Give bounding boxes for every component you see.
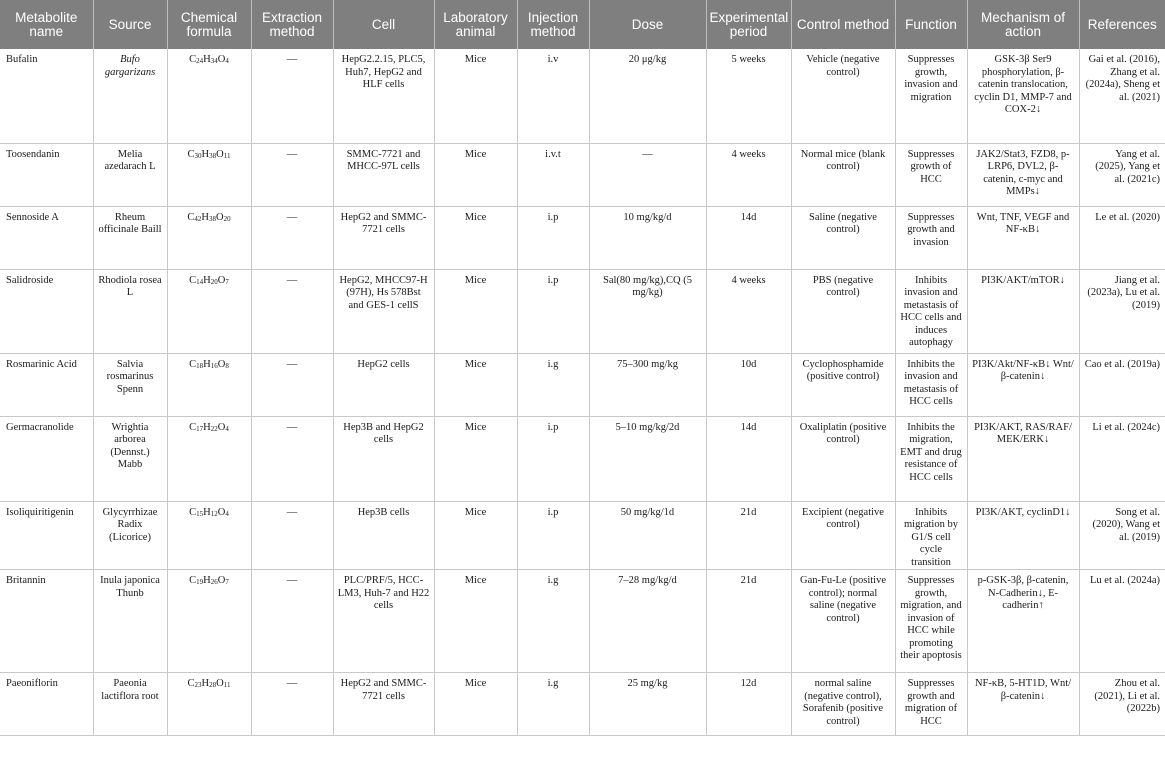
table-cell-cell: HepG2 and SMMC-7721 cells	[333, 673, 434, 736]
table-cell-mechanism: PI3K/AKT, RAS/RAF/ MEK/ERK↓	[967, 416, 1079, 501]
table-cell-cell: HepG2 cells	[333, 353, 434, 416]
table-cell-formula: $C_{18}H_{16}O_8$	[167, 353, 251, 416]
table-cell-extraction: —	[251, 570, 333, 673]
table-cell-formula: $C_{42}H_{38}O_{20}$	[167, 206, 251, 269]
column-header: Control method	[791, 0, 895, 49]
table-cell-period: 5 weeks	[706, 49, 791, 143]
table-header	[0, 0, 1165, 49]
table-cell-source: Glycyrrhizae Radix (Licorice)	[93, 501, 167, 570]
table-cell-name: Isoliquiritigenin	[0, 501, 93, 570]
table-cell-injection: i.p	[517, 206, 589, 269]
table-cell-injection: i.g	[517, 673, 589, 736]
table-cell-cell: HepG2 and SMMC-7721 cells	[333, 206, 434, 269]
table-cell-period: 21d	[706, 501, 791, 570]
table-cell-mechanism: PI3K/AKT, cyclinD1↓	[967, 501, 1079, 570]
table-cell-extraction: —	[251, 416, 333, 501]
table-cell-animal: Mice	[434, 49, 517, 143]
table-cell-source: Inula japonica Thunb	[93, 570, 167, 673]
table-row	[0, 206, 1165, 269]
table-row	[0, 353, 1165, 416]
table-cell-extraction: —	[251, 673, 333, 736]
table-cell-mechanism: PI3K/AKT/mTOR↓	[967, 269, 1079, 353]
table-cell-extraction: —	[251, 353, 333, 416]
table-cell-name: Paeoniflorin	[0, 673, 93, 736]
column-header: Dose	[589, 0, 706, 49]
table-cell-injection: i.p	[517, 416, 589, 501]
table-row	[0, 570, 1165, 673]
table-cell-function: Inhibits the migration, EMT and drug resistance of HCC cells	[895, 416, 967, 501]
table-cell-period: 10d	[706, 353, 791, 416]
table-cell-dose: 10 mg/kg/d	[589, 206, 706, 269]
table-cell-animal: Mice	[434, 673, 517, 736]
table-cell-dose: 75–300 mg/kg	[589, 353, 706, 416]
table-cell-formula: $C_{15}H_{12}O_4$	[167, 501, 251, 570]
table-cell-function: Suppresses growth, migration, and invasion of HCC while promoting their apoptosis	[895, 570, 967, 673]
table-cell-control: PBS (negative control)	[791, 269, 895, 353]
table-cell-references: Yang et al. (2025), Yang et al. (2021c)	[1079, 143, 1165, 206]
column-header: Mechanism of action	[967, 0, 1079, 49]
table-cell-function: Inhibits the invasion and metastasis of HCC cells	[895, 353, 967, 416]
table-cell-control: Gan-Fu-Le (positive control); normal saline (negative control)	[791, 570, 895, 673]
table-cell-name: Britannin	[0, 570, 93, 673]
table-cell-control: Saline (negative control)	[791, 206, 895, 269]
column-header: Extraction method	[251, 0, 333, 49]
table-body	[0, 49, 1165, 736]
table-cell-dose: Sal(80 mg/kg),CQ (5 mg/kg)	[589, 269, 706, 353]
table-cell-function: Suppresses growth and migration of HCC	[895, 673, 967, 736]
column-header: Experimental period	[706, 0, 791, 49]
table-cell-period: 14d	[706, 416, 791, 501]
table-cell-source: Melia azedarach L	[93, 143, 167, 206]
table-row	[0, 673, 1165, 736]
table-row	[0, 49, 1165, 143]
table-cell-dose: 20 μg/kg	[589, 49, 706, 143]
table-cell-mechanism: Wnt, TNF, VEGF and NF-κB↓	[967, 206, 1079, 269]
table-cell-mechanism: JAK2/Stat3, FZD8, p-LRP6, DVL2, β-catenin, c-myc and MMPs↓	[967, 143, 1079, 206]
column-header: References	[1079, 0, 1165, 49]
table-cell-function: Suppresses growth of HCC	[895, 143, 967, 206]
column-header: Laboratory animal	[434, 0, 517, 49]
table-cell-animal: Mice	[434, 416, 517, 501]
table-cell-animal: Mice	[434, 353, 517, 416]
table-cell-mechanism: PI3K/Akt/NF-κB↓ Wnt/β-catenin↓	[967, 353, 1079, 416]
table-cell-period: 4 weeks	[706, 143, 791, 206]
column-header: Function	[895, 0, 967, 49]
table-cell-control: Normal mice (blank control)	[791, 143, 895, 206]
table-cell-animal: Mice	[434, 269, 517, 353]
table-cell-cell: PLC/PRF/5, HCC-LM3, Huh-7 and H22 cells	[333, 570, 434, 673]
table-cell-cell: Hep3B cells	[333, 501, 434, 570]
header-row	[0, 0, 1165, 49]
table-cell-source: Paeonia lactiflora root	[93, 673, 167, 736]
table-cell-references: Le et al. (2020)	[1079, 206, 1165, 269]
table-cell-extraction: —	[251, 206, 333, 269]
table-row	[0, 416, 1165, 501]
table-cell-dose: —	[589, 143, 706, 206]
table-cell-period: 21d	[706, 570, 791, 673]
table-cell-name: Germacranolide	[0, 416, 93, 501]
table-cell-control: normal saline (negative control), Sorafenib (positive control)	[791, 673, 895, 736]
table-cell-formula: $C_{24}H_{34}O_4$	[167, 49, 251, 143]
table-cell-formula: $C_{14}H_{20}O_7$	[167, 269, 251, 353]
table-cell-name: Bufalin	[0, 49, 93, 143]
table-cell-formula: $C_{19}H_{26}O_7$	[167, 570, 251, 673]
table-cell-control: Excipient (negative control)	[791, 501, 895, 570]
table-cell-source: Rhodiola rosea L	[93, 269, 167, 353]
table-cell-extraction: —	[251, 501, 333, 570]
table-cell-dose: 5–10 mg/kg/2d	[589, 416, 706, 501]
table-cell-animal: Mice	[434, 501, 517, 570]
table-cell-name: Sennoside A	[0, 206, 93, 269]
column-header: Chemical formula	[167, 0, 251, 49]
table-cell-references: Song et al. (2020), Wang et al. (2019)	[1079, 501, 1165, 570]
table-cell-mechanism: p-GSK-3β, β-catenin, N-Cadherin↓, E-cadherin↑	[967, 570, 1079, 673]
column-header: Source	[93, 0, 167, 49]
table-cell-source: Salvia rosmarinus Spenn	[93, 353, 167, 416]
table-cell-function: Suppresses growth, invasion and migration	[895, 49, 967, 143]
table-cell-source: Bufo gargarizans	[93, 49, 167, 143]
table-cell-injection: i.g	[517, 570, 589, 673]
table-cell-formula: $C_{17}H_{22}O_4$	[167, 416, 251, 501]
table-cell-dose: 7–28 mg/kg/d	[589, 570, 706, 673]
table-cell-source: Wrightia arborea (Dennst.) Mabb	[93, 416, 167, 501]
table-cell-cell: Hep3B and HepG2 cells	[333, 416, 434, 501]
table-cell-extraction: —	[251, 49, 333, 143]
table-row	[0, 501, 1165, 570]
table-cell-animal: Mice	[434, 570, 517, 673]
table-cell-control: Vehicle (negative control)	[791, 49, 895, 143]
table-cell-references: Zhou et al. (2021), Li et al. (2022b)	[1079, 673, 1165, 736]
table-cell-cell: HepG2, MHCC97-H (97H), Hs 578Bst and GES-1 cellS	[333, 269, 434, 353]
table-cell-dose: 25 mg/kg	[589, 673, 706, 736]
table-cell-references: Gai et al. (2016), Zhang et al. (2024a), Sheng et al. (2021)	[1079, 49, 1165, 143]
table-cell-name: Toosendanin	[0, 143, 93, 206]
table-cell-extraction: —	[251, 143, 333, 206]
table-cell-injection: i.g	[517, 353, 589, 416]
table-cell-injection: i.p	[517, 501, 589, 570]
table-cell-mechanism: GSK-3β Ser9 phosphorylation, β-catenin translocation, cyclin D1, MMP-7 and COX-2↓	[967, 49, 1079, 143]
table-cell-period: 4 weeks	[706, 269, 791, 353]
table-cell-name: Rosmarinic Acid	[0, 353, 93, 416]
column-header: Injection method	[517, 0, 589, 49]
table-cell-cell: SMMC-7721 and MHCC-97L cells	[333, 143, 434, 206]
table-cell-function: Inhibits invasion and metastasis of HCC cells and induces autophagy	[895, 269, 967, 353]
table-cell-dose: 50 mg/kg/1d	[589, 501, 706, 570]
table-cell-injection: i.v	[517, 49, 589, 143]
table-cell-injection: i.v.t	[517, 143, 589, 206]
table-cell-period: 14d	[706, 206, 791, 269]
table-cell-references: Jiang et al. (2023a), Lu et al. (2019)	[1079, 269, 1165, 353]
table-cell-control: Cyclophosphamide (positive control)	[791, 353, 895, 416]
table-cell-name: Salidroside	[0, 269, 93, 353]
table-row	[0, 269, 1165, 353]
column-header: Metabolite name	[0, 0, 93, 49]
table-cell-references: Li et al. (2024c)	[1079, 416, 1165, 501]
table-cell-animal: Mice	[434, 143, 517, 206]
table-cell-formula: $C_{23}H_{28}O_{11}$	[167, 673, 251, 736]
column-header: Cell	[333, 0, 434, 49]
table-cell-references: Lu et al. (2024a)	[1079, 570, 1165, 673]
table-row	[0, 143, 1165, 206]
table-cell-control: Oxaliplatin (positive control)	[791, 416, 895, 501]
table-cell-injection: i.p	[517, 269, 589, 353]
table-cell-function: Suppresses growth and invasion	[895, 206, 967, 269]
table-cell-cell: HepG2.2.15, PLC5, Huh7, HepG2 and HLF cells	[333, 49, 434, 143]
table-cell-period: 12d	[706, 673, 791, 736]
table-cell-animal: Mice	[434, 206, 517, 269]
table-cell-mechanism: NF-κB, 5-HT1D, Wnt/ β-catenin↓	[967, 673, 1079, 736]
table-cell-references: Cao et al. (2019a)	[1079, 353, 1165, 416]
table-cell-source: Rheum officinale Baill	[93, 206, 167, 269]
table-cell-extraction: —	[251, 269, 333, 353]
table-cell-formula: $C_{30}H_{38}O_{11}$	[167, 143, 251, 206]
table-cell-function: Inhibits migration by G1/S cell cycle transition	[895, 501, 967, 570]
